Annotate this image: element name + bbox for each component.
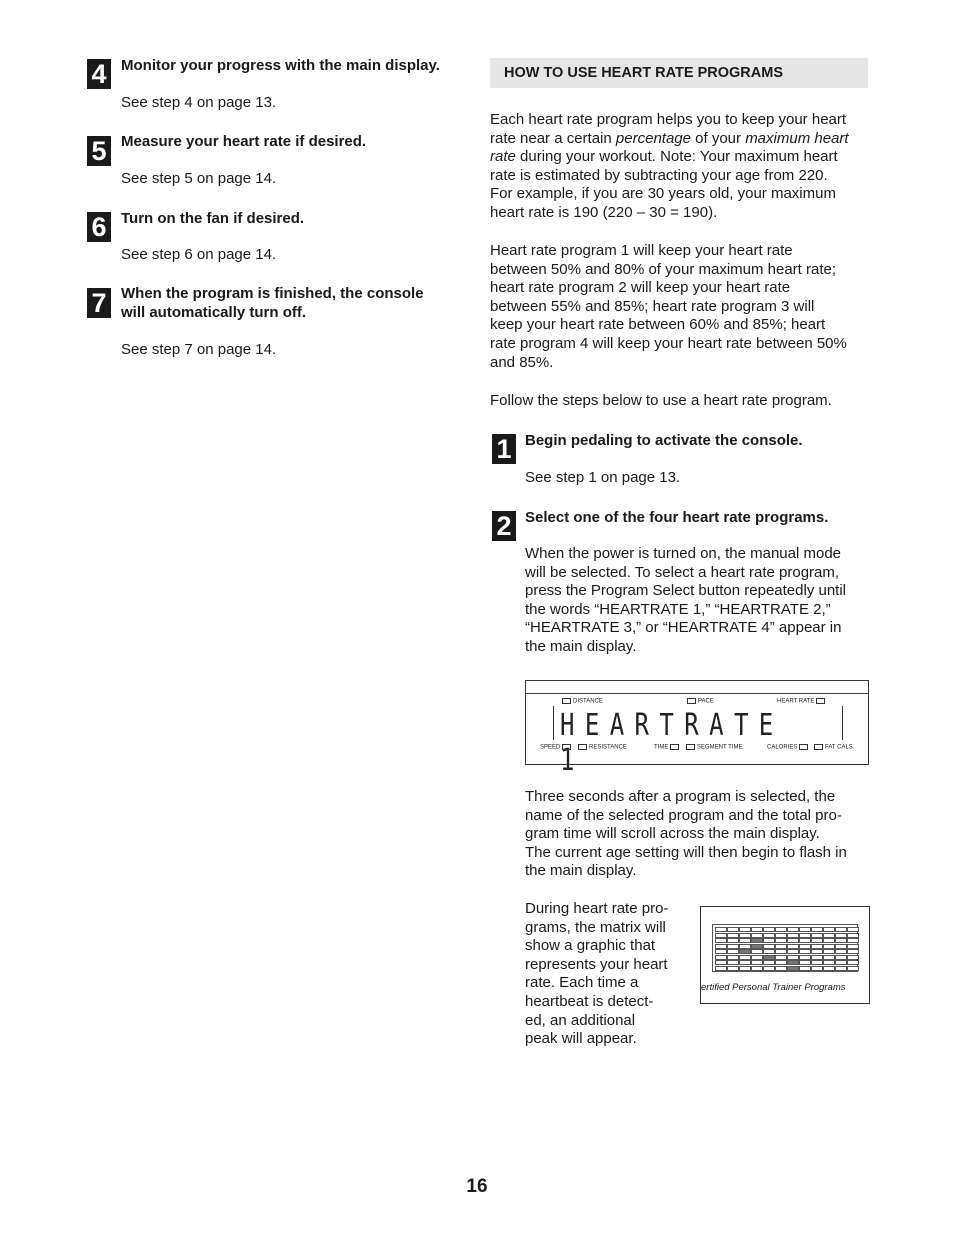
- matrix-cell: [775, 949, 787, 954]
- matrix-cell: [727, 933, 739, 938]
- step-2-title: Select one of the four heart rate programs.: [525, 509, 829, 526]
- console-display-illustration: [525, 680, 869, 778]
- step-6-badge: 6: [87, 212, 111, 242]
- led-icon: [814, 744, 823, 750]
- matrix-cell: [727, 966, 739, 971]
- matrix-cell: [787, 966, 799, 971]
- matrix-cell: [739, 966, 751, 971]
- matrix-cell: [847, 944, 859, 949]
- matrix-caption: ertified Personal Trainer Programs: [701, 982, 846, 993]
- matrix-cell: [775, 966, 787, 971]
- matrix-cell: [775, 955, 787, 960]
- matrix-cell: [775, 927, 787, 932]
- calories-indicator: CALORIES: [767, 744, 810, 752]
- matrix-cell: [787, 949, 799, 954]
- led-icon: [562, 744, 571, 750]
- matrix-cell: [799, 960, 811, 965]
- matrix-cell: [811, 955, 823, 960]
- step-6-title: Turn on the fan if desired.: [121, 210, 305, 227]
- step-4-body: See step 4 on page 13.: [121, 94, 277, 111]
- matrix-cell: [847, 955, 859, 960]
- matrix-cell: [835, 966, 847, 971]
- matrix-cell: [823, 944, 835, 949]
- matrix-cell: [751, 944, 763, 949]
- matrix-cell: [775, 933, 787, 938]
- matrix-cell: [811, 933, 823, 938]
- matrix-cell: [787, 938, 799, 943]
- matrix-cell: [763, 938, 775, 943]
- matrix-cell: [715, 933, 727, 938]
- led-icon: [670, 744, 679, 750]
- intro-paragraph: Each heart rate program helps you to keep your heart rate near a certain percentage of your maximum heart rate during your workout. Note: Your maximum heart rate is estimated by subtracting your age from 220. For example, if you are 30 years old, your maximum heart rate is 190 (220 – 30 = 190).: [490, 111, 849, 221]
- matrix-cell: [751, 960, 763, 965]
- step-7-title-line2: will automatically turn off.: [121, 304, 307, 321]
- matrix-cell: [727, 960, 739, 965]
- matrix-cell: [739, 933, 751, 938]
- matrix-cell: [751, 927, 763, 932]
- matrix-cell: [799, 944, 811, 949]
- step-5-body: See step 5 on page 14.: [121, 170, 277, 187]
- time-indicator: TIME: [654, 744, 681, 752]
- matrix-cell: [811, 960, 823, 965]
- led-icon: [687, 698, 696, 704]
- matrix-cell: [835, 955, 847, 960]
- follow-text: Follow the steps below to use a heart rate program.: [490, 392, 832, 409]
- console-divider: [526, 693, 868, 694]
- after-console-paragraph: Three seconds after a program is selected, the name of the selected program and the total pro- gram time will scroll across the main display. The current age setting will then begin to flash in the main display.: [525, 788, 847, 880]
- matrix-cell: [787, 933, 799, 938]
- step-2-badge: 2: [492, 511, 516, 541]
- matrix-cell: [847, 966, 859, 971]
- matrix-cell: [715, 955, 727, 960]
- matrix-cell: [847, 960, 859, 965]
- matrix-cell: [811, 966, 823, 971]
- matrix-cell: [715, 938, 727, 943]
- speed-indicator: SPEED: [540, 744, 573, 752]
- matrix-cell: [727, 938, 739, 943]
- led-icon: [686, 744, 695, 750]
- matrix-cell: [835, 927, 847, 932]
- matrix-cell: [775, 938, 787, 943]
- matrix-cell: [739, 927, 751, 932]
- matrix-cell: [751, 966, 763, 971]
- matrix-cell: [739, 949, 751, 954]
- matrix-cell: [823, 927, 835, 932]
- step-5-badge: 5: [87, 136, 111, 166]
- matrix-cell: [715, 927, 727, 932]
- heart-rate-indicator: HEART RATE: [777, 698, 827, 706]
- matrix-cell: [715, 949, 727, 954]
- matrix-cell: [847, 949, 859, 954]
- matrix-cell: [727, 944, 739, 949]
- matrix-cell: [715, 944, 727, 949]
- matrix-cell: [835, 949, 847, 954]
- matrix-cell: [763, 949, 775, 954]
- matrix-cell: [763, 927, 775, 932]
- matrix-cell: [739, 944, 751, 949]
- matrix-cell: [739, 938, 751, 943]
- matrix-cell: [715, 960, 727, 965]
- step-6-body: See step 6 on page 14.: [121, 246, 277, 263]
- step-1-badge: 1: [492, 434, 516, 464]
- matrix-cell: [823, 955, 835, 960]
- resistance-indicator: RESISTANCE: [578, 744, 627, 752]
- matrix-paragraph: During heart rate pro- grams, the matrix will show a graphic that represents your heart rate. Each time a heartbeat is detect- ed, an additional peak will appear.: [525, 900, 669, 1048]
- matrix-cell: [751, 933, 763, 938]
- matrix-grid: [712, 924, 858, 972]
- matrix-cell: [847, 927, 859, 932]
- matrix-cell: [763, 955, 775, 960]
- matrix-cell: [763, 960, 775, 965]
- led-icon: [562, 698, 571, 704]
- matrix-cell: [811, 938, 823, 943]
- led-icon: [816, 698, 825, 704]
- matrix-cell: [811, 944, 823, 949]
- fat-cals-indicator: FAT CALS.: [814, 744, 854, 752]
- matrix-cell: [823, 966, 835, 971]
- matrix-cell: [751, 949, 763, 954]
- matrix-cell: [823, 960, 835, 965]
- matrix-cell: [823, 949, 835, 954]
- matrix-cell: [787, 944, 799, 949]
- matrix-cell: [763, 944, 775, 949]
- matrix-cell: [847, 938, 859, 943]
- segment-time-indicator: SEGMENT TIME: [686, 744, 742, 752]
- programs-paragraph: Heart rate program 1 will keep your heart rate between 50% and 80% of your maximum heart rate; heart rate program 2 will keep your heart rate between 55% and 85%; heart rate program 3 will keep your heart rate between 60% and 85%; heart rate program 4 will keep your heart rate between 50% and 85%.: [490, 242, 847, 371]
- section-header-bar: [490, 58, 868, 88]
- matrix-cell: [763, 966, 775, 971]
- matrix-cell: [787, 927, 799, 932]
- matrix-cell: [763, 933, 775, 938]
- matrix-cell: [727, 949, 739, 954]
- step-1-body: See step 1 on page 13.: [525, 469, 681, 486]
- matrix-cell: [835, 960, 847, 965]
- step-7-body: See step 7 on page 14.: [121, 341, 277, 358]
- matrix-cell: [775, 944, 787, 949]
- step-4-title: Monitor your progress with the main display.: [121, 57, 440, 74]
- matrix-cell: [799, 955, 811, 960]
- matrix-cell: [787, 960, 799, 965]
- distance-indicator: DISTANCE: [562, 698, 603, 706]
- step-1-title: Begin pedaling to activate the console.: [525, 432, 803, 449]
- matrix-cell: [799, 938, 811, 943]
- matrix-cell: [787, 955, 799, 960]
- lcd-text: HEARTRATE 1: [560, 708, 784, 778]
- led-icon: [799, 744, 808, 750]
- matrix-cell: [847, 933, 859, 938]
- matrix-cell: [739, 960, 751, 965]
- matrix-display-illustration: [700, 906, 870, 1004]
- step-4-badge: 4: [87, 59, 111, 89]
- step-7-title-line1: When the program is finished, the console: [121, 285, 424, 302]
- step-7-badge: 7: [87, 288, 111, 318]
- matrix-cell: [811, 927, 823, 932]
- matrix-cell: [835, 944, 847, 949]
- matrix-cell: [739, 955, 751, 960]
- matrix-cell: [823, 938, 835, 943]
- led-icon: [578, 744, 587, 750]
- matrix-cell: [835, 933, 847, 938]
- step-2-body: When the power is turned on, the manual mode will be selected. To select a heart rate program, press the Program Select button repeatedly until the words “HEARTRATE 1,” “HEARTRATE 2,” “HEARTRATE 3,” or “HEARTRATE 4” appear in the main display.: [525, 545, 847, 655]
- matrix-cell: [811, 949, 823, 954]
- matrix-cell: [799, 933, 811, 938]
- matrix-cell: [823, 933, 835, 938]
- matrix-cell: [727, 927, 739, 932]
- pace-indicator: PACE: [687, 698, 714, 706]
- page-number: 16: [466, 1176, 488, 1197]
- matrix-cell: [751, 955, 763, 960]
- matrix-cell: [751, 938, 763, 943]
- matrix-cell: [775, 960, 787, 965]
- matrix-cell: [835, 938, 847, 943]
- step-5-title: Measure your heart rate if desired.: [121, 133, 367, 150]
- matrix-cell: [799, 927, 811, 932]
- matrix-cell: [727, 955, 739, 960]
- section-header: HOW TO USE HEART RATE PROGRAMS: [504, 65, 783, 81]
- matrix-cell: [799, 966, 811, 971]
- matrix-cell: [715, 966, 727, 971]
- matrix-cell: [799, 949, 811, 954]
